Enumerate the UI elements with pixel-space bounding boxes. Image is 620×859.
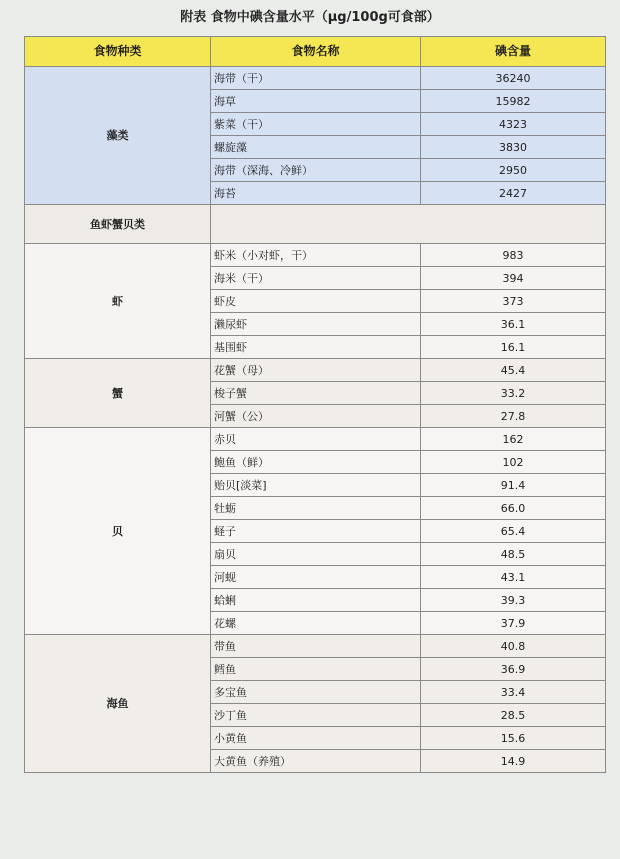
food-name-cell: 基围虾 [211, 336, 421, 359]
food-name-cell: 贻贝[淡菜] [211, 474, 421, 497]
food-name-cell: 花蟹（母） [211, 359, 421, 382]
header-food-name: 食物名称 [211, 37, 421, 67]
food-name-cell: 濑尿虾 [211, 313, 421, 336]
food-name-cell: 多宝鱼 [211, 681, 421, 704]
category-cell: 鱼虾蟹贝类 [25, 205, 211, 244]
category-cell: 虾 [25, 244, 211, 359]
table-body [25, 67, 606, 773]
iodine-value-cell: 37.9 [421, 612, 606, 635]
food-name-cell: 梭子蟹 [211, 382, 421, 405]
food-name-cell: 蛏子 [211, 520, 421, 543]
iodine-value-cell: 45.4 [421, 359, 606, 382]
iodine-value-cell: 36.9 [421, 658, 606, 681]
iodine-value-cell: 36.1 [421, 313, 606, 336]
iodine-value-cell: 33.4 [421, 681, 606, 704]
food-name-cell: 花螺 [211, 612, 421, 635]
food-name-cell: 虾皮 [211, 290, 421, 313]
food-name-cell: 蛤蜊 [211, 589, 421, 612]
food-name-cell: 鳕鱼 [211, 658, 421, 681]
food-name-cell: 海带（干） [211, 67, 421, 90]
iodine-value-cell: 373 [421, 290, 606, 313]
table-row [25, 244, 606, 267]
food-name-cell: 海带（深海、冷鲜） [211, 159, 421, 182]
iodine-value-cell: 15.6 [421, 727, 606, 750]
food-name-cell: 虾米（小对虾，干） [211, 244, 421, 267]
iodine-value-cell: 162 [421, 428, 606, 451]
iodine-value-cell: 39.3 [421, 589, 606, 612]
iodine-value-cell: 2427 [421, 182, 606, 205]
food-name-cell: 大黄鱼（养殖） [211, 750, 421, 773]
food-name-cell: 赤贝 [211, 428, 421, 451]
header-iodine: 碘含量 [421, 37, 606, 67]
iodine-value-cell: 43.1 [421, 566, 606, 589]
iodine-value-cell: 394 [421, 267, 606, 290]
table-row [25, 67, 606, 90]
category-cell: 贝 [25, 428, 211, 635]
food-name-cell: 海米（干） [211, 267, 421, 290]
food-name-cell: 沙丁鱼 [211, 704, 421, 727]
food-name-cell: 牡蛎 [211, 497, 421, 520]
iodine-table [24, 36, 606, 773]
iodine-value-cell: 14.9 [421, 750, 606, 773]
iodine-value-cell: 40.8 [421, 635, 606, 658]
table-row [25, 359, 606, 382]
iodine-value-cell: 65.4 [421, 520, 606, 543]
food-name-cell: 海草 [211, 90, 421, 113]
table-row [25, 428, 606, 451]
iodine-value-cell: 2950 [421, 159, 606, 182]
food-name-cell: 螺旋藻 [211, 136, 421, 159]
table-row [25, 635, 606, 658]
category-cell: 藻类 [25, 67, 211, 205]
iodine-value-cell: 15982 [421, 90, 606, 113]
iodine-value-cell: 28.5 [421, 704, 606, 727]
iodine-value-cell: 66.0 [421, 497, 606, 520]
empty-cell [211, 205, 606, 244]
iodine-value-cell: 33.2 [421, 382, 606, 405]
food-name-cell: 扇贝 [211, 543, 421, 566]
iodine-value-cell: 16.1 [421, 336, 606, 359]
table-title: 附表 食物中碘含量水平（μg/100g可食部） [180, 10, 440, 25]
iodine-value-cell: 102 [421, 451, 606, 474]
iodine-value-cell: 3830 [421, 136, 606, 159]
food-name-cell: 紫菜（干） [211, 113, 421, 136]
iodine-value-cell: 983 [421, 244, 606, 267]
iodine-value-cell: 36240 [421, 67, 606, 90]
category-cell: 海鱼 [25, 635, 211, 773]
iodine-value-cell: 4323 [421, 113, 606, 136]
header-row [25, 37, 606, 67]
food-name-cell: 海苔 [211, 182, 421, 205]
iodine-value-cell: 48.5 [421, 543, 606, 566]
food-name-cell: 河蟹（公） [211, 405, 421, 428]
food-name-cell: 带鱼 [211, 635, 421, 658]
category-subheader-row [25, 205, 606, 244]
iodine-value-cell: 27.8 [421, 405, 606, 428]
header-category: 食物种类 [25, 37, 211, 67]
food-name-cell: 小黄鱼 [211, 727, 421, 750]
food-name-cell: 河蚬 [211, 566, 421, 589]
iodine-value-cell: 91.4 [421, 474, 606, 497]
food-name-cell: 鲍鱼（鲜） [211, 451, 421, 474]
category-cell: 蟹 [25, 359, 211, 428]
